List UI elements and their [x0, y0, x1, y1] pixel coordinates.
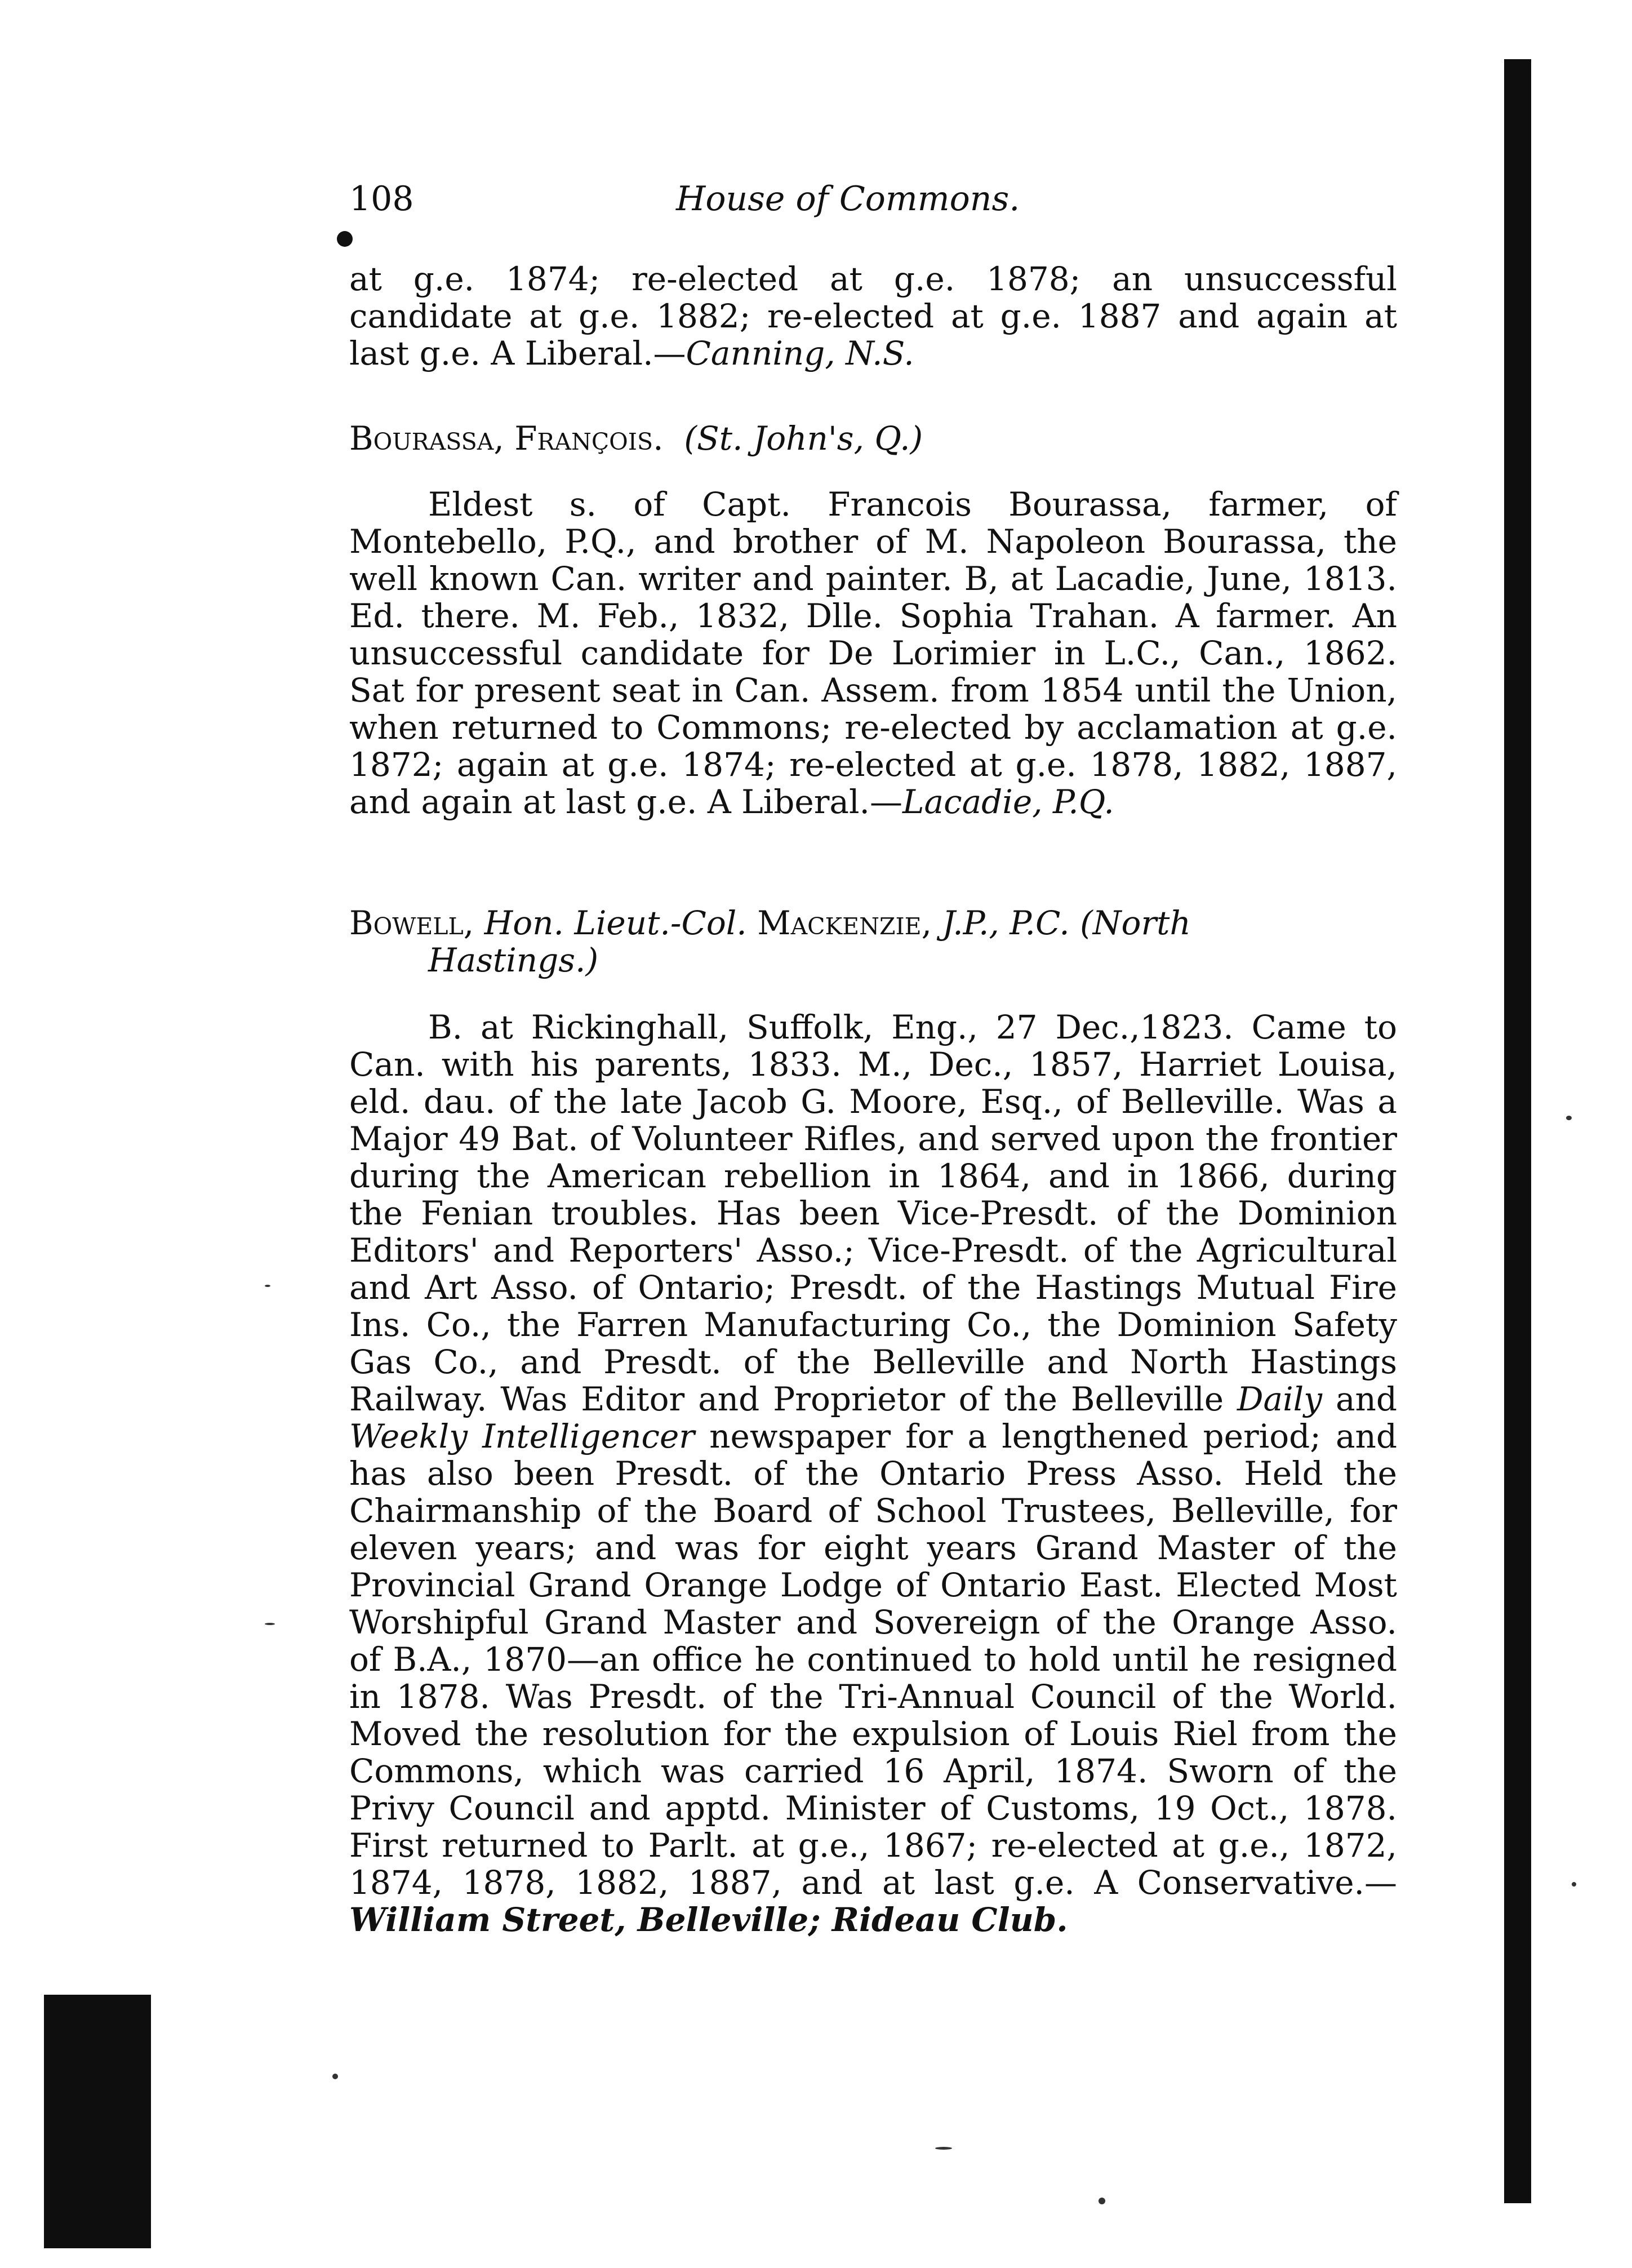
scan-speck: [332, 2074, 338, 2079]
scan-speck: [1566, 1116, 1572, 1120]
entry-body-text: Eldest s. of Capt. Francois Bourassa, farmer, of Montebello, P.Q., and brother of M. Napoleon Bourassa, the well known Can. writer and painter. B, at Lacadie, June, 1813. Ed. there. M. Feb., 1832, Dlle. Sophia Trahan. A farmer. An unsuccessful candidate for De Lorimier in L.C., Can., 1862. Sat for present seat in Can. Assem. from 1854 until the Union, when returned to Commons; re-elected by acclamation at g.e. 1872; again at g.e. 1874; re-elected at g.e. 1878, 1882, 1887, and again at last g.e. A Liberal.—: [349, 485, 1397, 821]
newspaper-daily: Daily: [1237, 1380, 1322, 1418]
entry-heading-bourassa: [349, 420, 1403, 457]
entry-given-name: Mackenzie,: [757, 904, 932, 942]
scan-speck: [265, 1285, 270, 1287]
entry-honours: J.P., P.C.: [942, 904, 1070, 942]
entry-heading-bowell: [349, 904, 1403, 979]
entry-given-name: François.: [514, 419, 664, 458]
page-header: [349, 179, 1403, 224]
scan-speck: [265, 1623, 275, 1625]
entry-address: William Street, Belleville; Rideau Club.: [349, 1901, 1068, 1939]
continuation-address: Canning, N.S.: [686, 334, 914, 372]
scan-edge-shadow: [1504, 59, 1531, 2203]
entry-body-bourassa: [349, 486, 1397, 820]
entry-surname: Bowell,: [349, 904, 474, 942]
scan-speck: [935, 2147, 952, 2150]
scan-speck: [1099, 2198, 1105, 2204]
entry-address: Lacadie, P.Q.: [902, 783, 1114, 821]
entry-body-text-part1: B. at Rickinghall, Suffolk, Eng., 27 Dec.,1823. Came to Can. with his parents, 1833. M., Dec., 1857, Harriet Louisa, eld. dau. of the late Jacob G. Moore, Esq., of Belleville. Was a Major 49 Bat. of Volunteer Rifles, and served upon the frontier during the American rebellion in 1864, and in 1866, during the Fenian troubles. Has been Vice-Presdt. of the Dominion Editors' and Reporters' Asso.; Vice-Presdt. of the Agricultural and Art Asso. of Ontario; Presdt. of the Hastings Mutual Fire Ins. Co., the Farren Manufacturing Co., the Dominion Safety Gas Co., and Presdt. of the Belleville and North Hastings Railway. Was Editor and Proprietor of the Belleville: [349, 1008, 1397, 1418]
scan-speck: [1572, 1882, 1576, 1887]
conjunction: and: [1335, 1380, 1398, 1418]
entry-constituency: (St. John's, Q.): [684, 419, 923, 458]
entry-surname: Bourassa,: [349, 419, 504, 458]
bullet-mark: [337, 231, 353, 247]
scan-edge-shadow-left: [44, 1995, 151, 2248]
entry-body-bowell: [349, 1009, 1397, 1938]
entry-constituency-line1: (North: [1080, 904, 1191, 942]
entry-title: Hon. Lieut.-Col.: [484, 904, 747, 942]
entry-constituency-line2: Hastings.): [428, 941, 599, 979]
entry-body-text-part2: newspaper for a lengthened period; and has also been Presdt. of the Ontario Press Asso. Held the Chairmanship of the Board of School Trustees, Belleville, for eleven years; and was for eight years Grand Master of the Provincial Grand Orange Lodge of Ontario East. Elected Most Worshipful Grand Master and Sovereign of the Orange Asso. of B.A., 1870—an office he continued to hold until he resigned in 1878. Was Presdt. of the Tri-Annual Council of the World. Moved the resolution for the expulsion of Louis Riel from the Commons, which was carried 16 April, 1874. Sworn of the Privy Council and apptd. Minister of Customs, 19 Oct., 1878. First returned to Parlt. at g.e., 1867; re-elected at g.e., 1872, 1874, 1878, 1882, 1887, and at last g.e. A Conservative.—: [349, 1417, 1398, 1902]
continuation-text: at g.e. 1874; re-elected at g.e. 1878; an unsuccessful candidate at g.e. 1882; re-elected at g.e. 1887 and again at last g.e. A Liberal.—: [349, 260, 1397, 372]
page-number: 108: [349, 179, 414, 219]
newspaper-weekly: Weekly Intelligencer: [349, 1417, 695, 1455]
running-title: House of Commons.: [676, 179, 1020, 219]
continuation-paragraph: [349, 260, 1397, 372]
